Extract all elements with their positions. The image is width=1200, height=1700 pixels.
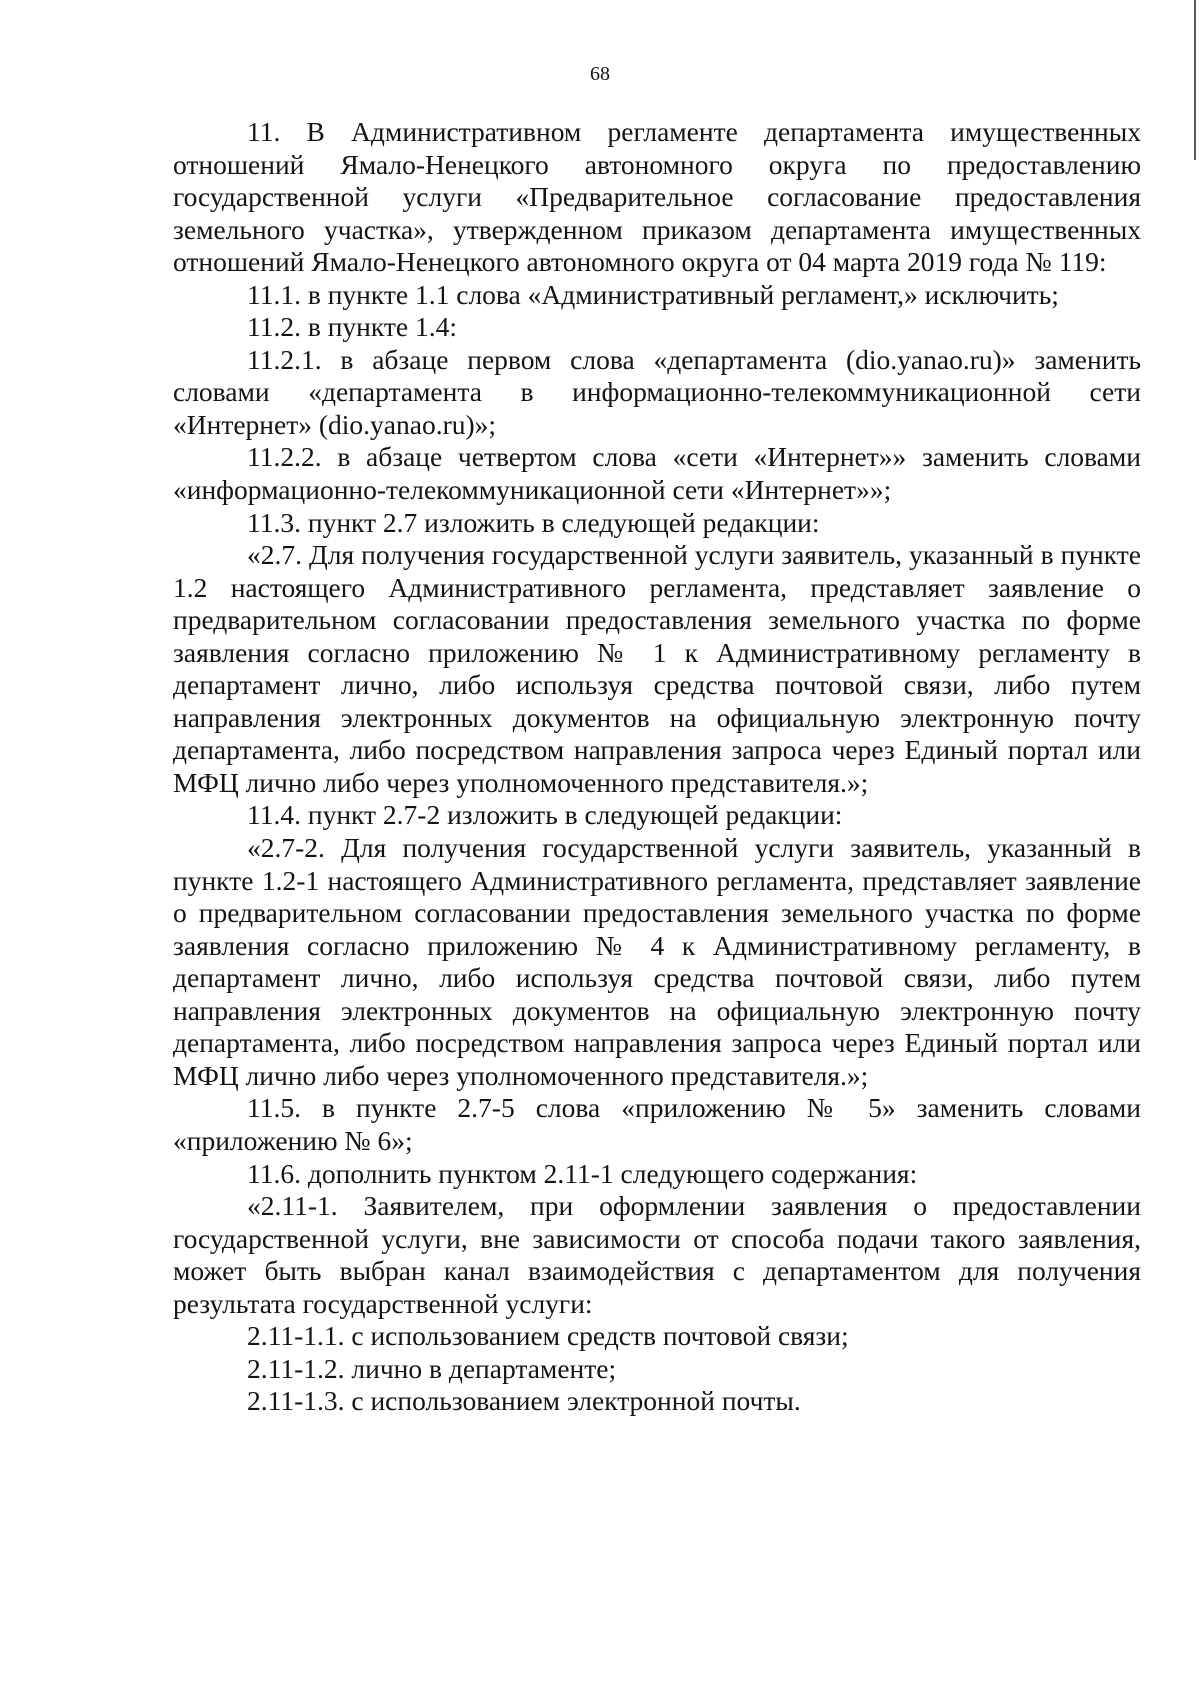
paragraph-11: 11. В Административном регламенте департамента имущественных отношений Ямало-Ненецкого автономного округа по предоставлению государственной услуги «Предварительное согласование предоставления земельного участка», утвержденном приказом департамента имущественных отношений Ямало-Ненецкого автономного округа от 04 марта 2019 года № 119: — [173, 116, 1141, 278]
paragraph-11-4: 11.4. пункт 2.7-2 изложить в следующей редакции: — [247, 799, 843, 831]
list-item-2-11-1-3: 2.11-1.3. с использованием электронной почты. — [247, 1385, 801, 1417]
list-item-2-11-1-1: 2.11-1.1. с использованием средств почтовой связи; — [247, 1320, 849, 1352]
paragraph-11-1: 11.1. в пункте 1.1 слова «Административный регламент,» исключить; — [247, 278, 1059, 310]
quoted-item-2-7: «2.7. Для получения государственной услуги заявитель, указанный в пункте 1.2 настоящего Административного регламента, представляет заявление о предварительном согласовании предоставления земельного участка по форме заявления согласно приложению № 1 к Административному регламенту в департамент лично, либо используя средства почтовой связи, либо путем направления электронных документов на официальную электронную почту департамента, либо посредством направления запроса через Единый портал или МФЦ лично либо через уполномоченного представителя.»; — [173, 539, 1141, 798]
paragraph-11-6: 11.6. дополнить пунктом 2.11-1 следующего содержания: — [247, 1157, 918, 1189]
list-item-2-11-1-2: 2.11-1.2. лично в департаменте; — [247, 1352, 617, 1384]
paragraph-11-2-2: 11.2.2. в абзаце четвертом слова «сети «Интернет»» заменить словами «информационно-телекоммуникационной сети «Интернет»»; — [173, 441, 1141, 506]
quoted-item-2-11-1: «2.11-1. Заявителем, при оформлении заявления о предоставлении государственной услуги, вне зависимости от способа подачи такого заявления, может быть выбран канал взаимодействия с департаментом для получения результата государственной услуги: — [173, 1190, 1141, 1319]
quoted-item-2-7-2: «2.7-2. Для получения государственной услуги заявитель, указанный в пункте 1.2-1 настоящего Административного регламента, представляет заявление о предварительном согласовании предоставления земельного участка по форме заявления согласно приложению № 4 к Административному регламенту, в департамент лично, либо используя средства почтовой связи, либо путем направления электронных документов на официальную электронную почту департамента, либо посредством направления запроса через Единый портал или МФЦ лично либо через уполномоченного представителя.»; — [173, 832, 1141, 1091]
page-number: 68 — [590, 63, 610, 85]
paragraph-11-2: 11.2. в пункте 1.4: — [247, 311, 458, 343]
document-body — [173, 116, 1141, 1418]
paragraph-11-3: 11.3. пункт 2.7 изложить в следующей редакции: — [247, 506, 820, 538]
paragraph-11-2-1: 11.2.1. в абзаце первом слова «департамента (dio.yanao.ru)» заменить словами «департамента в информационно-телекоммуникационной сети «Интернет» (dio.yanao.ru)»; — [173, 343, 1141, 440]
paragraph-11-5: 11.5. в пункте 2.7-5 слова «приложению № 5» заменить словами «приложению № 6»; — [173, 1092, 1141, 1156]
